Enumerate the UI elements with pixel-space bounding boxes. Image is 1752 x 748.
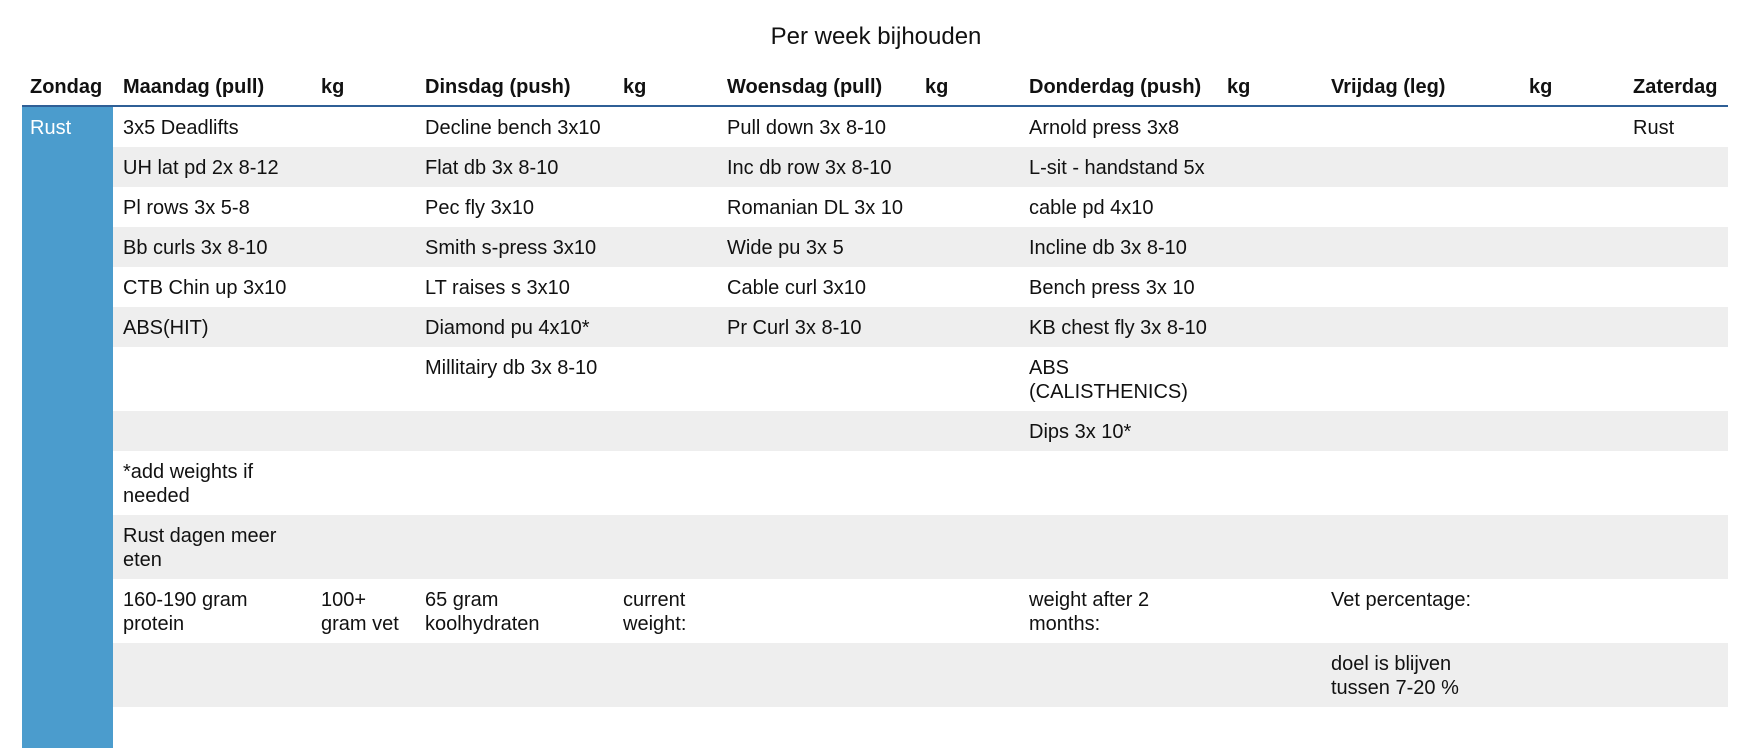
- header-zaterdag: Zaterdag: [1633, 76, 1718, 98]
- table-row: [113, 267, 1728, 307]
- cell-dinsdag: LT raises s 3x10: [425, 277, 570, 299]
- table-row: [113, 107, 1728, 147]
- header-kg-woensdag: kg: [925, 76, 949, 98]
- cell-maandag-line2: needed: [123, 485, 190, 507]
- cell-donderdag-line2: (CALISTHENICS): [1029, 381, 1188, 403]
- header-kg-maandag: kg: [321, 76, 345, 98]
- cell-dinsdag-line1: 65 gram: [425, 589, 499, 611]
- cell-vrijdag: Vet percentage:: [1331, 589, 1472, 611]
- cell-donderdag: cable pd 4x10: [1029, 197, 1154, 219]
- table-row: [113, 347, 1728, 411]
- cell-maandag: UH lat pd 2x 8-12: [123, 157, 279, 179]
- cell-maandag: Pl rows 3x 5-8: [123, 197, 250, 219]
- header-woensdag: Woensdag (pull): [727, 76, 883, 98]
- cell-kg-dinsdag-line1: current: [623, 589, 686, 611]
- table-row: [113, 579, 1728, 643]
- header-zondag: Zondag: [30, 76, 103, 98]
- header-maandag: Maandag (pull): [123, 76, 265, 98]
- cell-woensdag: Wide pu 3x 5: [727, 237, 844, 259]
- header-donderdag: Donderdag (push): [1029, 76, 1202, 98]
- cell-donderdag-line1: ABS: [1029, 357, 1070, 379]
- cell-kg-maandag-line1: 100+: [321, 589, 367, 611]
- cell-vrijdag-line2: tussen 7-20 %: [1331, 677, 1459, 699]
- cell-maandag-line1: Rust dagen meer: [123, 525, 277, 547]
- cell-maandag-line1: *add weights if: [123, 461, 254, 483]
- cell-dinsdag: Pec fly 3x10: [425, 197, 534, 219]
- header-vrijdag: Vrijdag (leg): [1331, 76, 1446, 98]
- cell-donderdag: KB chest fly 3x 8-10: [1029, 317, 1207, 339]
- cell-dinsdag: Smith s-press 3x10: [425, 237, 597, 259]
- cell-maandag: CTB Chin up 3x10: [123, 277, 287, 299]
- table-row: [113, 227, 1728, 267]
- table-row: [113, 307, 1728, 347]
- header-kg-dinsdag: kg: [623, 76, 647, 98]
- zondag-rust: Rust: [30, 117, 72, 139]
- cell-zaterdag: Rust: [1633, 117, 1675, 139]
- cell-donderdag-line2: months:: [1029, 613, 1101, 635]
- cell-dinsdag: Millitairy db 3x 8-10: [425, 357, 598, 379]
- cell-donderdag: Incline db 3x 8-10: [1029, 237, 1187, 259]
- cell-donderdag-line1: weight after 2: [1029, 589, 1150, 611]
- week-table: [22, 63, 1728, 748]
- cell-dinsdag: Decline bench 3x10: [425, 117, 601, 139]
- cell-vrijdag-line1: doel is blijven: [1331, 653, 1452, 675]
- cell-dinsdag: Flat db 3x 8-10: [425, 157, 559, 179]
- cell-kg-dinsdag-line2: weight:: [623, 613, 687, 635]
- cell-woensdag: Pr Curl 3x 8-10: [727, 317, 862, 339]
- cell-woensdag: Inc db row 3x 8-10: [727, 157, 892, 179]
- table-row: [113, 451, 1728, 515]
- table-row: [113, 187, 1728, 227]
- cell-donderdag: Bench press 3x 10: [1029, 277, 1195, 299]
- table-row: [113, 515, 1728, 579]
- header-kg-vrijdag: kg: [1529, 76, 1553, 98]
- page-title: Per week bijhouden: [770, 23, 982, 50]
- cell-woensdag: Pull down 3x 8-10: [727, 117, 886, 139]
- table-row: [113, 411, 1728, 451]
- table-row: [113, 643, 1728, 707]
- cell-maandag-line1: 160-190 gram: [123, 589, 248, 611]
- cell-maandag: 3x5 Deadlifts: [123, 117, 239, 139]
- table-row: [113, 147, 1728, 187]
- cell-woensdag: Cable curl 3x10: [727, 277, 866, 299]
- header-dinsdag: Dinsdag (push): [425, 76, 571, 98]
- header-kg-donderdag: kg: [1227, 76, 1251, 98]
- cell-maandag: ABS(HIT): [123, 317, 209, 339]
- cell-dinsdag: Diamond pu 4x10*: [425, 317, 590, 339]
- cell-woensdag: Romanian DL 3x 10: [727, 197, 904, 219]
- zondag-column: [22, 107, 113, 748]
- cell-maandag-line2: protein: [123, 613, 185, 635]
- cell-maandag-line2: eten: [123, 549, 162, 571]
- cell-donderdag: L-sit - handstand 5x: [1029, 157, 1205, 179]
- cell-donderdag: Arnold press 3x8: [1029, 117, 1180, 139]
- cell-kg-maandag-line2: gram vet: [321, 613, 399, 635]
- cell-donderdag: Dips 3x 10*: [1029, 421, 1132, 443]
- cell-maandag: Bb curls 3x 8-10: [123, 237, 268, 259]
- cell-dinsdag-line2: koolhydraten: [425, 613, 540, 635]
